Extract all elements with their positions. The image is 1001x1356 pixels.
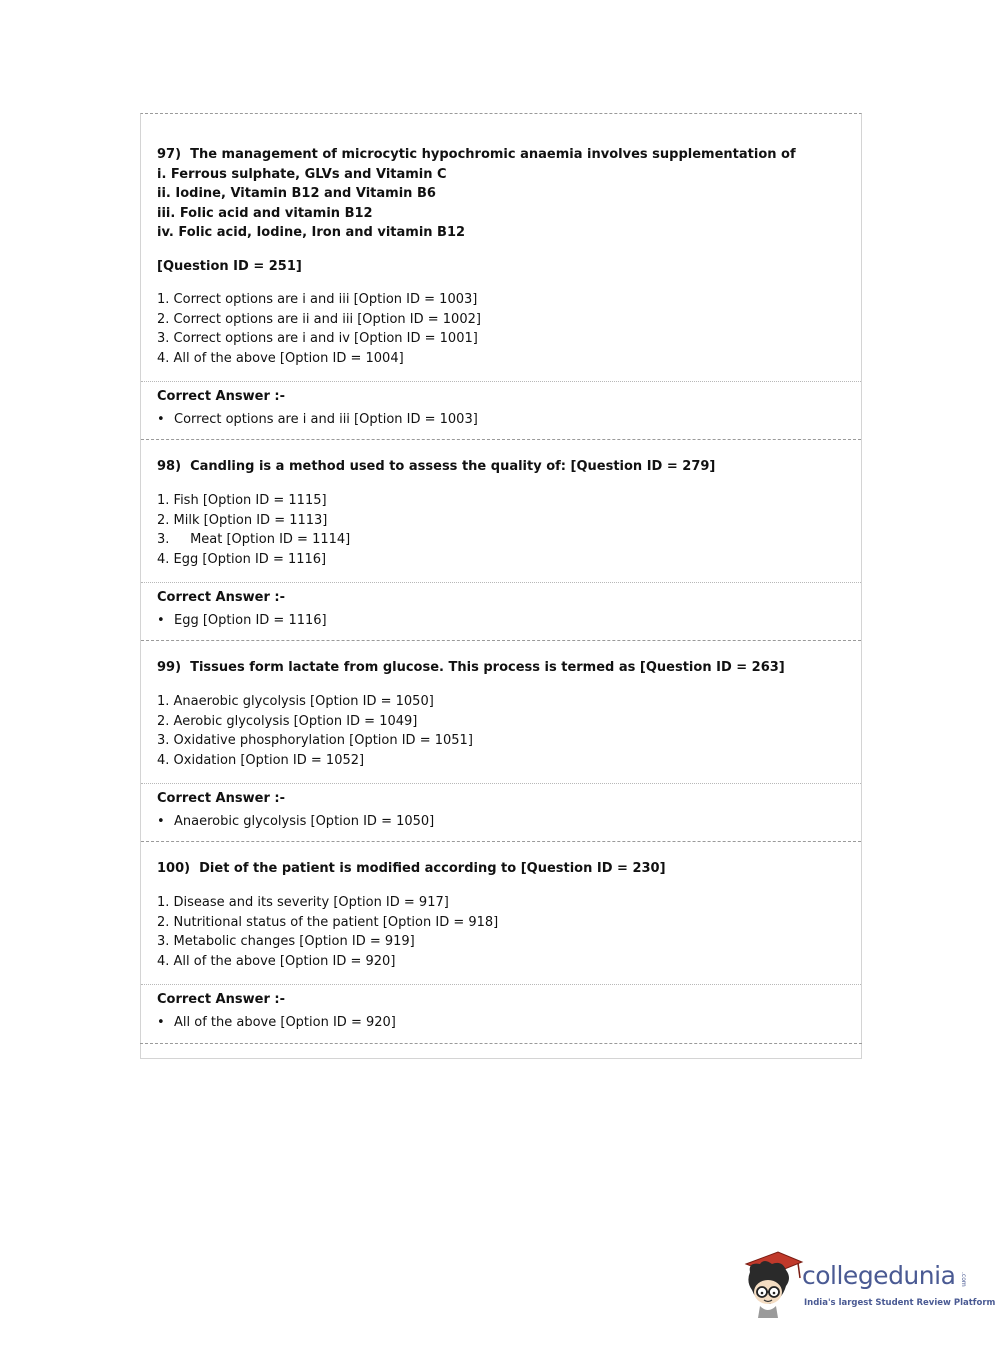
option-1: 1. Fish [Option ID = 1115] — [157, 493, 327, 508]
correct-answer-label: Correct Answer :- — [157, 992, 285, 1007]
options-list — [157, 692, 473, 770]
question-divider — [141, 439, 861, 440]
logo-tagline: India's largest Student Review Platform — [804, 1298, 996, 1308]
question-text: 100) Diet of the patient is modified according to [Question ID = 230] — [157, 861, 666, 876]
document-bottom-divider — [140, 1043, 862, 1044]
option-4: 4. All of the above [Option ID = 920] — [157, 953, 396, 969]
section-divider — [141, 582, 861, 583]
question-statement-iv: iv. Folic acid, Iodine, Iron and vitamin B12 — [157, 225, 466, 240]
option-1: 1. Disease and its severity [Option ID = 917] — [157, 895, 449, 910]
correct-answer-text: Anaerobic glycolysis [Option ID = 1050] — [174, 814, 435, 829]
correct-answer-label: Correct Answer :- — [157, 791, 285, 806]
question-id: [Question ID = 251] — [157, 259, 302, 274]
question-statement-ii: ii. Iodine, Vitamin B12 and Vitamin B6 — [157, 186, 436, 201]
logo-domain-suffix: .com — [960, 1272, 967, 1287]
correct-answer-label: Correct Answer :- — [157, 590, 285, 605]
correct-answer — [157, 1015, 396, 1030]
question-statement-i: i. Ferrous sulphate, GLVs and Vitamin C — [157, 166, 447, 182]
bullet-icon: • — [157, 1015, 165, 1030]
option-2: 2. Correct options are ii and iii [Option ID = 1002] — [157, 311, 481, 327]
question-statement-iii: iii. Folic acid and vitamin B12 — [157, 205, 373, 221]
logo-wordmark: collegedunia — [802, 1261, 956, 1290]
options-list — [157, 491, 350, 569]
mascot-icon — [742, 1248, 806, 1320]
option-3: 3. Correct options are i and iv [Option ID = 1001] — [157, 331, 478, 346]
question-text: 98) Candling is a method used to assess the quality of: [Question ID = 279] — [157, 459, 716, 474]
correct-answer-text: Egg [Option ID = 1116] — [174, 613, 327, 628]
bullet-icon: • — [157, 412, 165, 427]
correct-answer — [157, 613, 327, 628]
question-text: 97) The management of microcytic hypochromic anaemia involves supplementation of — [157, 147, 796, 162]
option-2: 2. Nutritional status of the patient [Option ID = 918] — [157, 914, 499, 930]
option-3: 3. Meat [Option ID = 1114] — [157, 532, 351, 547]
correct-answer — [157, 412, 478, 427]
option-1: 1. Anaerobic glycolysis [Option ID = 1050] — [157, 694, 434, 709]
option-4: 4. Egg [Option ID = 1116] — [157, 551, 327, 567]
question-divider — [141, 841, 861, 842]
correct-answer-text: Correct options are i and iii [Option ID = 1003] — [174, 412, 478, 427]
question-divider — [141, 640, 861, 641]
correct-answer-text: All of the above [Option ID = 920] — [174, 1015, 396, 1030]
option-4: 4. All of the above [Option ID = 1004] — [157, 350, 404, 366]
section-divider — [141, 783, 861, 784]
option-1: 1. Correct options are i and iii [Option ID = 1003] — [157, 292, 478, 307]
option-3: 3. Oxidative phosphorylation [Option ID = 1051] — [157, 733, 473, 748]
bullet-icon: • — [157, 613, 165, 628]
section-divider — [141, 984, 861, 985]
correct-answer-label: Correct Answer :- — [157, 389, 285, 404]
option-2: 2. Aerobic glycolysis [Option ID = 1049] — [157, 713, 418, 729]
bullet-icon: • — [157, 814, 165, 829]
section-divider — [141, 381, 861, 382]
option-4: 4. Oxidation [Option ID = 1052] — [157, 752, 365, 768]
options-list — [157, 893, 498, 971]
question-text: 99) Tissues form lactate from glucose. This process is termed as [Question ID = 263] — [157, 660, 785, 675]
options-list — [157, 290, 481, 368]
correct-answer — [157, 814, 434, 829]
option-3: 3. Metabolic changes [Option ID = 919] — [157, 934, 415, 949]
option-2: 2. Milk [Option ID = 1113] — [157, 512, 328, 528]
collegedunia-logo[interactable] — [742, 1248, 996, 1323]
